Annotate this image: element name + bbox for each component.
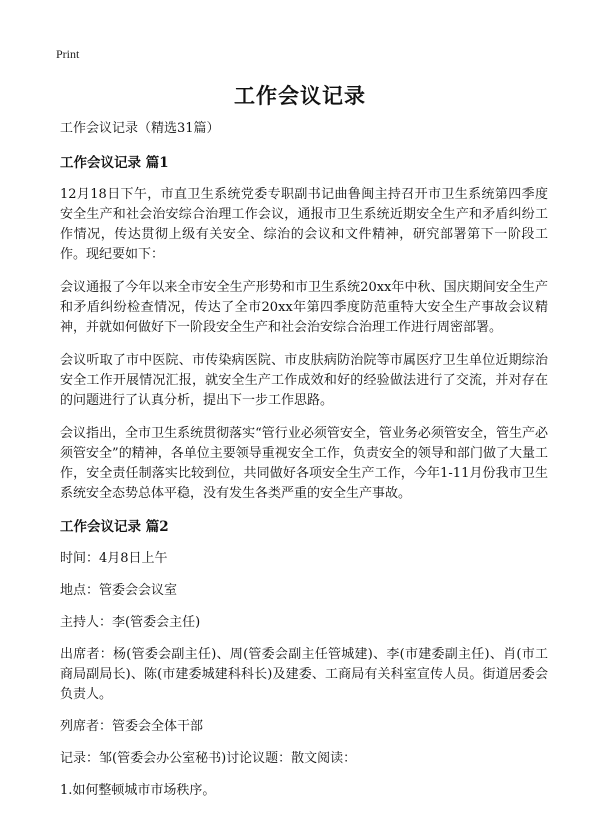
print-label[interactable]: Print — [56, 47, 80, 61]
meeting-observers: 列席者：管委会全体干部 — [60, 719, 204, 734]
meeting-recorder: 记录：邹(管委会办公室秘书)讨论议题：散文阅读： — [60, 751, 357, 766]
section-heading-1: 工作会议记录 篇1 — [60, 155, 169, 171]
section1-paragraph-2: 会议通报了今年以来全市安全生产形势和市卫生系统20xx年中秋、国庆期间安全生产和矛盾纠纷检查情况，传达了全市20xx年第四季度防范重特大安全生产事故会议精神，并就如何做好下一阶段安全生产和社会治安综合治理工作进行周密部署。 — [60, 280, 548, 335]
document-body — [60, 119, 548, 813]
document-subtitle: 工作会议记录（精选31篇） — [60, 121, 220, 136]
section1-paragraph-3: 会议听取了市中医院、市传染病医院、市皮肤病防治院等市属医疗卫生单位近期综治安全工作开展情况汇报，就安全生产工作成效和好的经验做法进行了交流，并对存在的问题进行了认真分析，提出下一步工作思路。 — [60, 353, 548, 408]
meeting-host: 主持人：李(管委会主任) — [60, 615, 201, 630]
meeting-attendees: 出席者：杨(管委会副主任)、周(管委会副主任管城建)、李(市建委副主任)、肖(市工商局副局长)、陈(市建委城建科科长)及建委、工商局有关科室宣传人员。街道居委会负责人。 — [60, 647, 548, 702]
document-title: 工作会议记录 — [234, 83, 366, 108]
agenda-item-1: 1.如何整顿城市市场秩序。 — [60, 783, 216, 798]
section1-paragraph-4: 会议指出，全市卫生系统贯彻落实“管行业必须管安全，管业务必须管安全，管生产必须管安全”的精神，各单位主要领导重视安全工作，负责安全的领导和部门做了大量工作，安全责任制落实比较到位，共同做好各项安全生产工作，今年1-11月份我市卫生系统安全态势总体平稳，没有发生各类严重的安全生产事故。 — [60, 426, 548, 501]
meeting-time: 时间：4月8日上午 — [60, 551, 168, 566]
section1-paragraph-1: 12月18日下午，市直卫生系统党委专职副书记曲鲁闽主持召开市卫生系统第四季度安全生产和社会治安综合治理工作会议，通报市卫生系统近期安全生产和矛盾纠纷工作情况，传达贯彻上级有关安全、综治的会议和文件精神，研究部署第下一阶段工作。现纪要如下： — [60, 187, 548, 262]
meeting-place: 地点：管委会会议室 — [60, 583, 178, 598]
section-heading-2: 工作会议记录 篇2 — [60, 519, 169, 535]
